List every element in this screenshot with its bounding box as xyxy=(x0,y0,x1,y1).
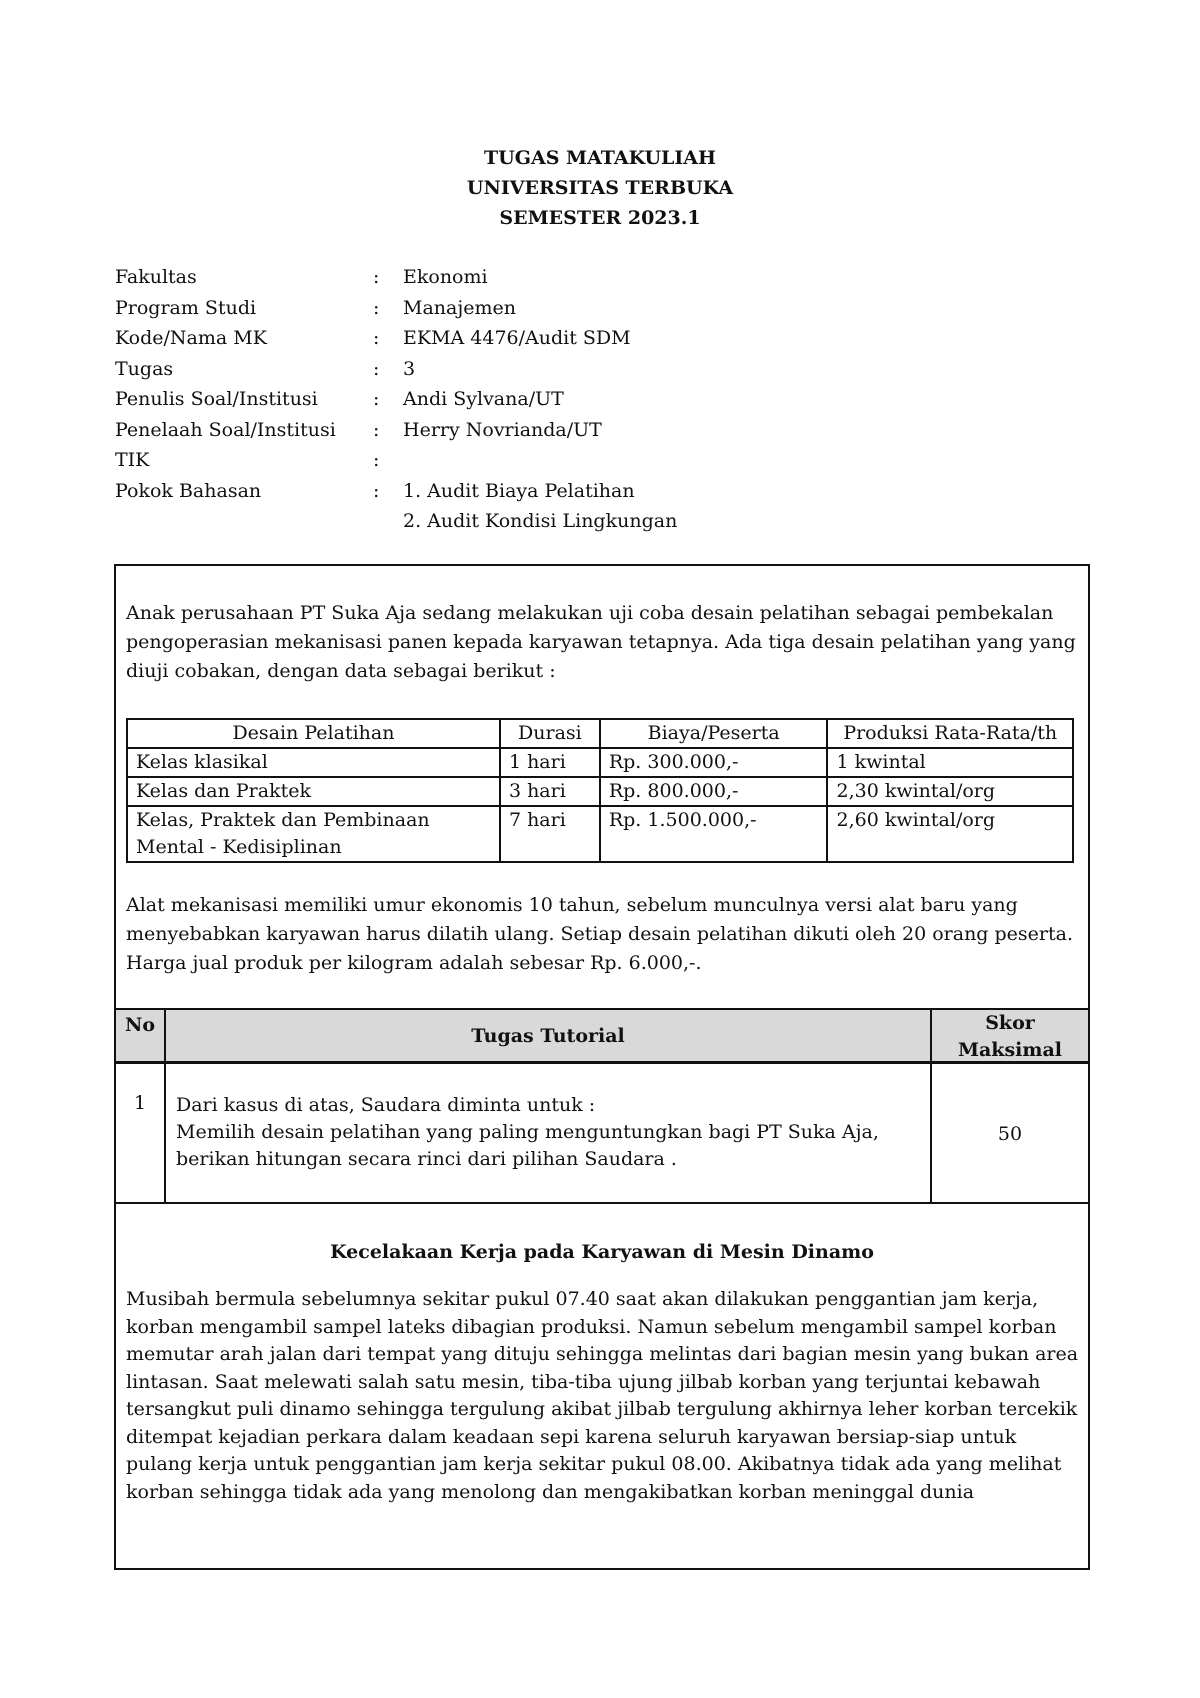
task-column-header: Tugas Tutorial xyxy=(166,1010,932,1061)
meta-row xyxy=(115,476,903,507)
case-body: Musibah bermula sebelumnya sekitar pukul 07.40 saat akan dilakukan penggantian jam kerja, korban mengambil sampel lateks dibagian produksi. Namun sebelum mengambil sampel korban memutar arah jalan dari tempat yang dituju sehingga melintas dari bagian mesin yang bukan area lintasan. Saat melewati salah satu mesin, tiba-tiba ujung jilbab korban yang terjuntai kebawah tersangkut puli dinamo sehingga tergulung akibat jilbab tergulung akhirnya leher korban tercekik ditempat kejadian perkara dalam keadaan sepi karena seluruh karyawan bersiap-siap untuk pulang kerja untuk penggantian jam kerja sekitar pukul 08.00. Akibatnya tidak ada yang melihat korban sehingga tidak ada yang menolong dan mengakibatkan korban meninggal dunia xyxy=(126,1288,1079,1503)
meta-value: 3 xyxy=(403,357,416,380)
meta-value: 2. Audit Kondisi Lingkungan xyxy=(403,510,678,532)
table-cell: Rp. 800.000,- xyxy=(600,777,828,806)
table-cell: 3 hari xyxy=(500,777,600,806)
table-cell: Kelas klasikal xyxy=(127,748,500,777)
table-cell: 7 hari xyxy=(500,806,600,862)
tutorial-task-row xyxy=(116,1064,1088,1204)
meta-colon: : xyxy=(373,388,380,410)
meta-value: 1. Audit Biaya Pelatihan xyxy=(403,479,635,502)
meta-colon xyxy=(373,506,403,537)
context-paragraph: Alat mekanisasi memiliki umur ekonomis 10 tahun, sebelum munculnya versi alat baru yang menyebabkan karyawan harus dilatih ulang. Setiap desain pelatihan dikuti oleh 20 orang peserta. Harga jual produk per kilogram adalah sebesar Rp. 6.000,-. xyxy=(126,894,1073,974)
meta-row xyxy=(115,262,903,293)
meta-colon: : xyxy=(373,357,380,380)
title-line-1: TUGAS MATAKULIAH xyxy=(484,147,716,169)
column-header: Biaya/Peserta xyxy=(600,719,828,748)
column-header: Produksi Rata-Rata/th xyxy=(827,719,1073,748)
table-cell: 1 hari xyxy=(500,748,600,777)
meta-value: Ekonomi xyxy=(403,266,488,288)
meta-label: Penelaah Soal/Institusi xyxy=(115,418,336,441)
course-info xyxy=(115,262,903,537)
task-score: 50 xyxy=(997,1123,1023,1145)
training-design-table xyxy=(126,718,1074,863)
column-header: Durasi xyxy=(500,719,600,748)
meta-label: Pokok Bahasan xyxy=(115,479,262,502)
meta-label: Penulis Soal/Institusi xyxy=(115,388,318,410)
meta-colon: : xyxy=(373,327,380,349)
meta-row xyxy=(115,354,903,385)
title-line-2: UNIVERSITAS TERBUKA xyxy=(466,177,734,199)
meta-value xyxy=(403,445,903,476)
task-instruction: Dari kasus di atas, Saudara diminta untuk : xyxy=(176,1094,596,1116)
table-cell: 1 kwintal xyxy=(827,748,1073,777)
table-header-row xyxy=(127,719,1073,748)
document-title xyxy=(0,143,1200,233)
tutorial-header-row xyxy=(116,1008,1088,1064)
meta-colon: : xyxy=(373,418,380,441)
meta-value: Andi Sylvana/UT xyxy=(403,388,564,410)
table-row xyxy=(127,777,1073,806)
meta-label: Kode/Nama MK xyxy=(115,327,267,349)
table-cell: Kelas, Praktek dan Pembinaan Mental - Kedisiplinan xyxy=(127,806,500,862)
table-row xyxy=(127,806,1073,862)
meta-value: Herry Novrianda/UT xyxy=(403,418,602,441)
table-cell: 2,30 kwintal/org xyxy=(827,777,1073,806)
meta-value: Manajemen xyxy=(403,296,516,319)
meta-label: TIK xyxy=(115,449,150,471)
table-cell: Kelas dan Praktek xyxy=(127,777,500,806)
meta-row xyxy=(115,323,903,354)
meta-label xyxy=(115,506,373,537)
meta-row xyxy=(115,506,903,537)
meta-colon: : xyxy=(373,449,380,471)
no-column-header: No xyxy=(116,1010,166,1061)
table-cell: Rp. 300.000,- xyxy=(600,748,828,777)
meta-row xyxy=(115,384,903,415)
table-cell: Rp. 1.500.000,- xyxy=(600,806,828,862)
meta-value: EKMA 4476/Audit SDM xyxy=(403,327,631,349)
meta-label: Fakultas xyxy=(115,266,197,288)
meta-label: Program Studi xyxy=(115,296,257,319)
case-title: Kecelakaan Kerja pada Karyawan di Mesin Dinamo xyxy=(330,1241,874,1263)
meta-label: Tugas xyxy=(115,357,174,380)
task-number: 1 xyxy=(116,1064,166,1202)
meta-row xyxy=(115,293,903,324)
meta-colon: : xyxy=(373,296,380,319)
title-line-3: SEMESTER 2023.1 xyxy=(499,207,701,229)
column-header: Desain Pelatihan xyxy=(127,719,500,748)
meta-colon: : xyxy=(373,266,380,288)
task-description xyxy=(166,1064,932,1202)
table-cell: 2,60 kwintal/org xyxy=(827,806,1073,862)
meta-row xyxy=(115,415,903,446)
score-column-header: Skor Maksimal xyxy=(957,1012,1063,1061)
meta-row xyxy=(115,445,903,476)
intro-paragraph: Anak perusahaan PT Suka Aja sedang melakukan uji coba desain pelatihan sebagai pembekalan pengoperasian mekanisasi panen kepada karyawan tetapnya. Ada tiga desain pelatihan yang yang diuji cobakan, dengan data sebagai berikut : xyxy=(126,602,1076,682)
assignment-box xyxy=(114,564,1090,1570)
table-row xyxy=(127,748,1073,777)
task-question: Memilih desain pelatihan yang paling menguntungkan bagi PT Suka Aja, berikan hitungan secara rinci dari pilihan Saudara . xyxy=(176,1121,879,1170)
meta-colon: : xyxy=(373,479,380,502)
